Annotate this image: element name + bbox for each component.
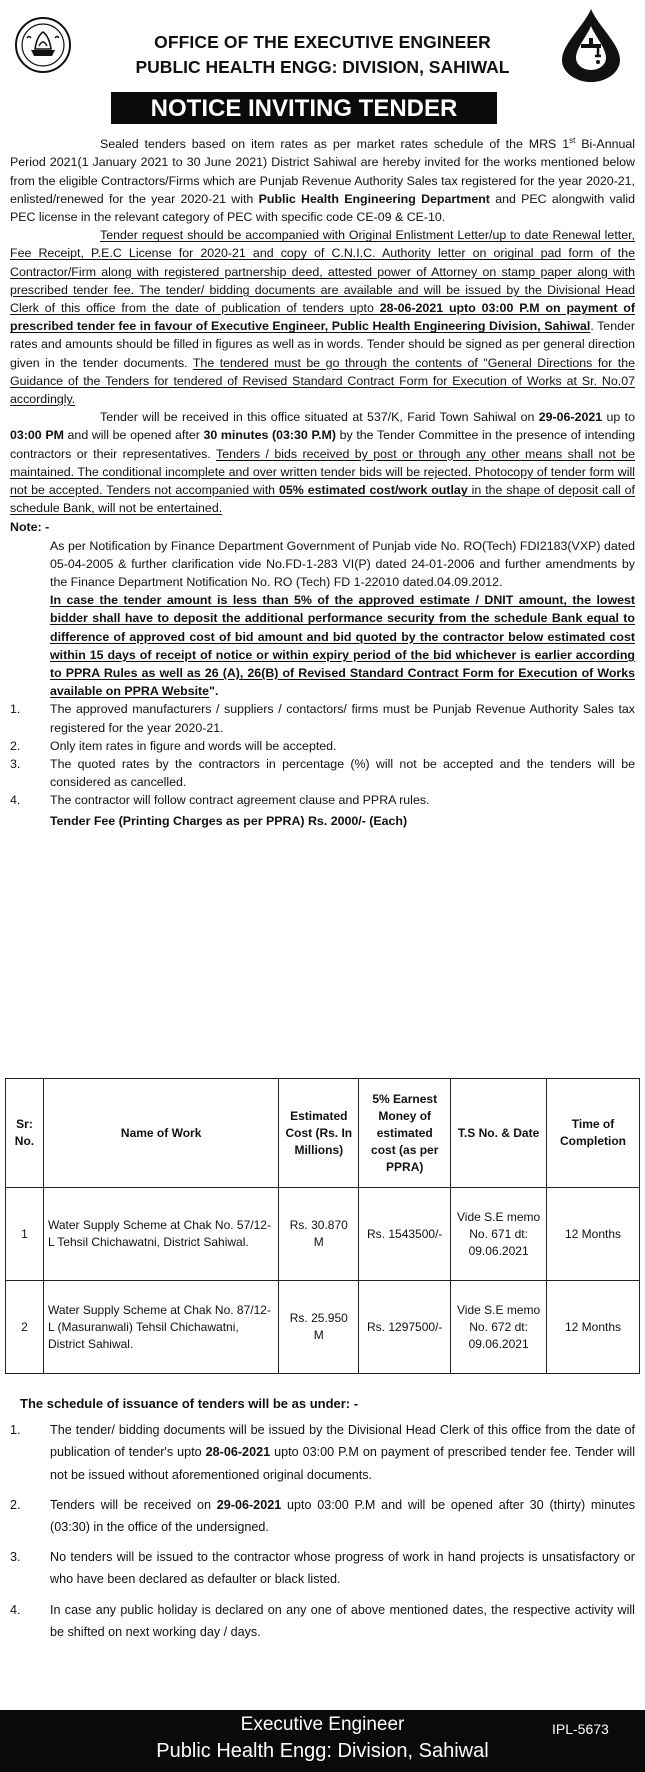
requirements-text-3: The tendered must be go through the contents of "General Directions for the Guidance of the Tenders for tendered of Revised Standard Contract Form for Execution of Works at Sr. No.07 accordingly.: [10, 355, 635, 406]
requirements-paragraph: [10, 226, 635, 408]
signature-footer: [0, 1710, 645, 1772]
tender-fee: Tender Fee (Printing Charges as per PPRA) Rs. 2000/- (Each): [50, 813, 408, 828]
cell-time-of-completion: 12 Months: [547, 1188, 640, 1281]
schedule-list: [10, 1419, 635, 1643]
issuance-schedule: [10, 1393, 635, 1651]
note-security-end: ".: [209, 684, 219, 699]
header-earnest-money: 5% Earnest Money of estimated cost (as per PPRA): [359, 1079, 451, 1188]
receipt-paragraph: [10, 408, 635, 517]
receipt-text-5: Tenders / bids received by post or through any other means shall not be maintained. The conditional incomplete and over written tender bids will be rejected. Photocopy of tender form will not be accepted. Tenders not accompanied with: [10, 446, 635, 497]
opening-time: 30 minutes (03:30 P.M): [203, 428, 337, 443]
header-name-of-work: Name of Work: [43, 1079, 278, 1188]
list-text: upto 03:00 P.M and will be opened after 30 (thirty) minutes (03:30) in the office of the undersigned.: [50, 1497, 636, 1535]
list-text: Only item rates in figure and words will be accepted.: [50, 738, 337, 753]
cell-time-of-completion: 12 Months: [547, 1281, 640, 1374]
cell-name-of-work: Water Supply Scheme at Chak No. 87/12-L (Masuranwali) Tehsil Chichawatni, District Sahiwal.: [43, 1281, 278, 1374]
office-title: OFFICE OF THE EXECUTIVE ENGINEER: [154, 32, 491, 52]
note-security-text: In case the tender amount is less than 5% of the approved estimate / DNIT amount, the lowest bidder shall have to deposit the additional performance security from the schedule Bank equal to difference of approved cost of bid amount and bid quoted by the contractor below estimated cost within 15 days of receipt of notice or within expiry period of the bid whichever is earlier according to PPRA Rules as well as 26 (A), 26(B) of Revised Standard Contract Form for Execution of Works available on PPRA Website: [50, 593, 635, 699]
list-text: In case any public holiday is declared on any one of above mentioned dates, the respective activity will be shifted on next working day / days.: [50, 1602, 635, 1639]
receipt-text-4: by the Tender Committee in the presence of intending contractors or their representatives.: [10, 428, 635, 461]
note-notification: As per Notification by Finance Department Government of Punjab vide No. RO(Tech) FDI2183(VXP) dated 05-04-2005 & further clarification vide No.FD-1-283 VI(P) dated 24-01-2006 and further amendments by the Finance Department Notification No. RO (Tech) FD 1-22010 dated.04.09.2012.: [50, 538, 635, 589]
signatory-title: Executive Engineer: [240, 1714, 405, 1735]
list-text: No tenders will be issued to the contractor whose progress of work in hand projects is unsatisfactory or who have been declared as defaulter or black listed.: [50, 1550, 635, 1587]
intro-department: Public Health Engineering Department: [258, 191, 490, 206]
receipt-text-3: and will be opened after: [63, 428, 204, 443]
table-row: [6, 1281, 640, 1374]
receipt-date: 29-06-2021: [538, 410, 603, 425]
intro-text-2: Bi-Annual Period 2021(1 January 2021 to 30 June 2021) District Sahiwal are hereby invited for the works mentioned below from the eligible Contractors/Firms which are Punjab Revenue Authority Sales tax registered for the year 2020-21, enlisted/renewed for the year 2020-21 with: [10, 137, 636, 206]
schedule-heading: The schedule of issuance of tenders will be as under: -: [20, 1396, 359, 1411]
receipt-deadline: 29-06-2021: [216, 1497, 282, 1512]
receipt-time: 03:00 PM: [10, 428, 64, 443]
notice-title-banner: NOTICE INVITING TENDER: [111, 92, 497, 124]
signatory-division: Public Health Engg: Division, Sahiwal: [156, 1740, 489, 1762]
list-number: 4.: [10, 1602, 21, 1617]
requirements-deadline: 28-06-2021 upto 03:00 P.M on payment of prescribed tender fee in favour of Executive Engineer, Public Health Engineering Division, Sahiwal: [10, 300, 635, 334]
header-sr-no: Sr: No.: [6, 1079, 44, 1188]
list-item: [10, 1494, 635, 1538]
cell-estimated-cost: Rs. 30.870 M: [279, 1188, 359, 1281]
table-header-row: [6, 1079, 640, 1188]
list-number: 4.: [10, 793, 21, 808]
cell-ts-no-date: Vide S.E memo No. 671 dt: 09.06.2021: [451, 1188, 547, 1281]
notice-body: [10, 132, 635, 830]
list-text: The approved manufacturers / suppliers / contactors/ firms must be Punjab Revenue Authority Sales tax registered for the year 2020-21.: [50, 702, 635, 735]
cell-sr-no: 1: [6, 1188, 44, 1281]
cell-ts-no-date: Vide S.E memo No. 672 dt: 09.06.2021: [451, 1281, 547, 1374]
intro-paragraph: [10, 132, 635, 226]
list-text: The contractor will follow contract agreement clause and PPRA rules.: [50, 793, 430, 808]
cell-sr-no: 2: [6, 1281, 44, 1374]
advertisement-code: IPL-5673: [552, 1721, 609, 1737]
cell-estimated-cost: Rs. 25.950 M: [279, 1281, 359, 1374]
issue-deadline: 28-06-2021: [205, 1445, 271, 1460]
list-number: 3.: [10, 757, 21, 772]
note-list: [10, 700, 635, 809]
division-title: PUBLIC HEALTH ENGG: DIVISION, SAHIWAL: [135, 57, 510, 77]
list-item: [10, 1546, 635, 1590]
header-estimated-cost: Estimated Cost (Rs. In Millions): [279, 1079, 359, 1188]
note-security-clause: [10, 591, 635, 700]
list-item: [10, 737, 635, 755]
list-text: upto 03:00 P.M on payment of prescribed tender fee. Tender will not be issued without aforementioned original documents.: [50, 1445, 635, 1482]
header-ts-no-date: T.S No. & Date: [451, 1079, 547, 1188]
requirements-text-2: . Tender rates and amounts should be filled in figures as well as in words. Tender should be signed as per general direction given in the tender documents.: [10, 319, 635, 370]
cell-name-of-work: Water Supply Scheme at Chak No. 57/12-L Tehsil Chichawatni, District Sahiwal.: [43, 1188, 278, 1281]
list-item: [10, 755, 635, 791]
intro-text-1: Sealed tenders based on item rates as per market rates schedule of the MRS 1: [100, 137, 570, 152]
intro-superscript: st: [569, 136, 576, 145]
deposit-amount: 05% estimated cost/work outlay: [278, 482, 468, 497]
receipt-text-6: in the shape of deposit call of schedule Bank, will not be entertained.: [10, 482, 635, 516]
list-number: 3.: [10, 1550, 21, 1565]
list-number: 1.: [10, 1423, 21, 1438]
list-text: The tender/ bidding documents will be issued by the Divisional Head Clerk of this office from the date of publication of tender's upto: [50, 1423, 635, 1460]
cell-earnest-money: Rs. 1543500/-: [359, 1188, 451, 1281]
receipt-text-2: up to: [602, 410, 635, 425]
receipt-text-1: Tender will be received in this office situated at 537/K, Farid Town Sahiwal on: [100, 410, 539, 425]
cell-earnest-money: Rs. 1297500/-: [359, 1281, 451, 1374]
list-item: [10, 700, 635, 736]
list-text: Tenders will be received on: [50, 1497, 217, 1512]
header-time-of-completion: Time of Completion: [547, 1079, 640, 1188]
list-number: 2.: [10, 1497, 21, 1512]
notice-header: [0, 0, 645, 122]
list-number: 1.: [10, 702, 21, 717]
list-number: 2.: [10, 738, 21, 753]
intro-text-3: and PEC alongwith valid PEC license in the relevant category of PEC with specific code CE-09 & CE-10.: [10, 191, 635, 224]
table-row: [6, 1188, 640, 1281]
list-item: [10, 791, 635, 809]
list-item: [10, 1419, 635, 1486]
list-item: [10, 1599, 635, 1643]
note-label: Note: -: [10, 520, 50, 535]
requirements-text-1: Tender request should be accompanied with Original Enlistment Letter/up to date Renewal letter, Fee Receipt, P.E.C License for 2020-21 and copy of C.N.I.C. Authority letter on original pad form of the Contractor/Firm along with registered partnership deed, attested power of Attorney on stamp paper along with prescribed tender fee. The tender/ bidding documents are available and will be issued by the Divisional Head Clerk of this office from the date of publication of tenders upto: [10, 228, 635, 315]
works-table: [5, 1078, 640, 1374]
list-text: The quoted rates by the contractors in percentage (%) will not be accepted and the tenders will be considered as cancelled.: [50, 757, 635, 790]
